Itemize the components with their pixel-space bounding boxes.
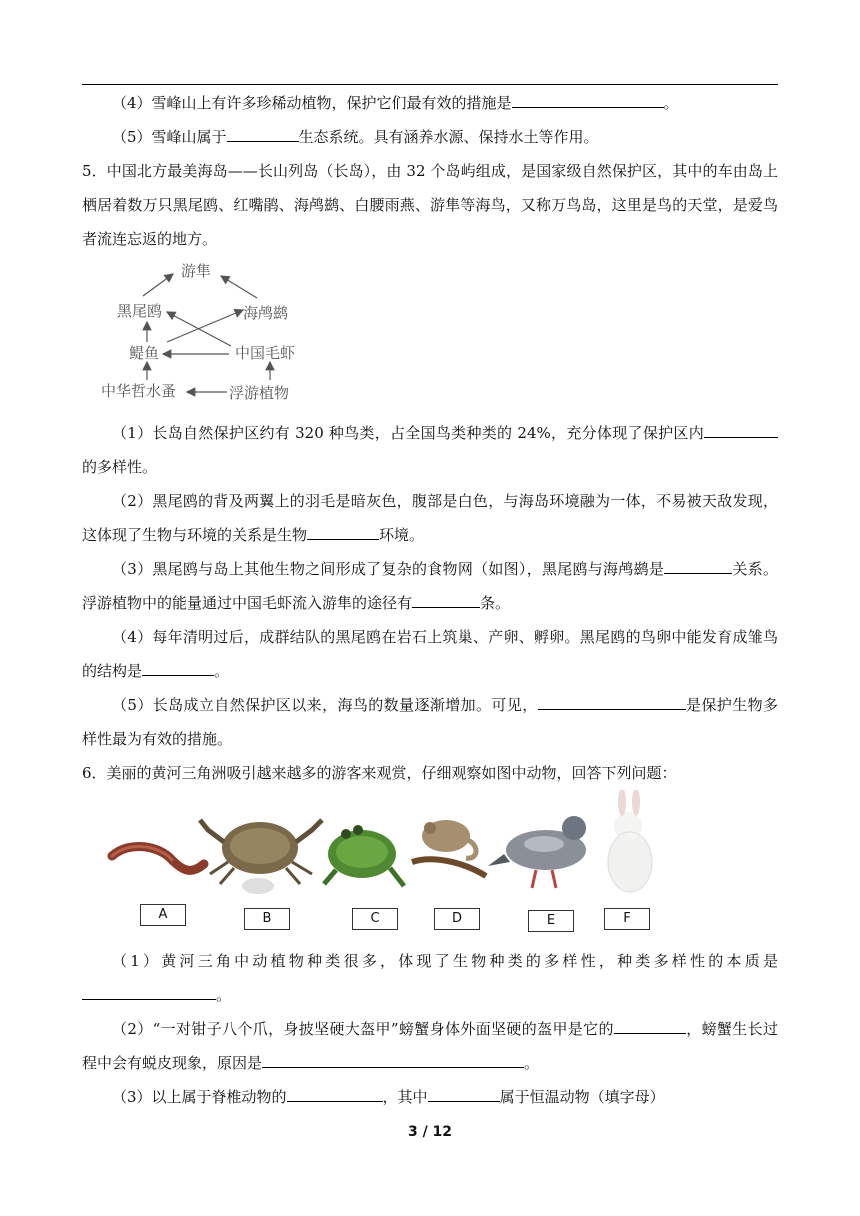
label-c: C (352, 908, 398, 930)
node-zheshuizao: 中华哲水蚤 (101, 382, 177, 400)
q5-sub-2: （2）黑尾鸥的背及两翼上的羽毛是暗灰色，腹部是白色，与海岛环境融为一体，不易被天敌发现，这体现了生物与环境的关系是生物 环境。 (82, 492, 778, 544)
q6-sub-1: （1）黄河三角中动植物种类很多，体现了生物种类的多样性，种类多样性的本质是。 (82, 944, 778, 1012)
node-fuyou: 浮游植物 (229, 384, 290, 402)
q5-sub-5: （5）长岛成立自然保护区以来，海鸟的数量逐渐增加。可见， 是保护生物多样性最为有效的措施。 (82, 696, 778, 748)
q6-intro: 6．美丽的黄河三角洲吸引越来越多的游客来观赏，仔细观察如图中动物，回答下列问题： (82, 764, 677, 782)
label-a: A (140, 904, 186, 926)
pigeon-image (488, 816, 586, 888)
food-web-arrows (143, 274, 270, 392)
label-d: D (434, 908, 480, 930)
crab-image (200, 820, 322, 894)
q4-item-4: （4）雪峰山上有许多珍稀动植物，保护它们最有效的措施是 。 (112, 94, 679, 112)
chameleon-image (412, 820, 486, 876)
node-maoxia: 中国毛虾 (235, 344, 296, 362)
rabbit-image (608, 790, 652, 892)
q4-item-5: （5）雪峰山属于 生态系统。具有涵养水源、保持水土等作用。 (112, 128, 599, 146)
q6-sub-2: （2）“一对钳子八个爪，身披坚硬大盔甲”螃蟹身体外面坚硬的盔甲是它的 ，螃蟹生长过程中会有蜕皮现象，原因是 。 (82, 1020, 778, 1072)
node-youzhun: 游隼 (181, 262, 212, 280)
page-number: 3 / 12 (407, 1124, 453, 1140)
q6-sub-3: （3）以上属于脊椎动物的 ，其中 属于恒温动物（填字母） (112, 1088, 665, 1106)
earthworm-image (112, 846, 204, 870)
frog-image (324, 825, 404, 886)
node-hailuci: 海鸬鹚 (243, 304, 289, 322)
q5-sub-3: （3）黑尾鸥与岛上其他生物之间形成了复杂的食物网（如图），黑尾鸥与海鸬鹚是 关系。浮游植物中的能量通过中国毛虾流入游隼的途径有 条。 (82, 560, 778, 612)
q5-sub-4: （4）每年清明过后，成群结队的黑尾鸥在岩石上筑巢、产卵、孵卵。黑尾鸥的鸟卵中能发育成雏鸟的结构是 。 (82, 628, 778, 680)
animal-illustrations (100, 790, 670, 900)
q5-sub-1: （1）长岛自然保护区约有 320 种鸟类，占全国鸟类种类的 24%，充分体现了保护区内的多样性。 (82, 416, 778, 484)
label-f: F (604, 908, 650, 930)
header-rule (82, 84, 778, 85)
node-heiweiou: 黑尾鸥 (117, 302, 163, 320)
food-web-diagram (95, 258, 325, 408)
label-e: E (528, 910, 574, 932)
q5-intro: 5．中国北方最美海岛——长山列岛（长岛），由 32 个岛屿组成，是国家级自然保护区，其中的车由岛上栖居着数万只黑尾鸥、红嘴鹃、海鸬鹚、白腰雨燕、游隼等海鸟，又称万鸟岛，这里是鸟的天堂，是爱鸟者流连忘返的地方。 (82, 162, 778, 248)
animal-images (100, 790, 670, 940)
label-b: B (244, 908, 290, 930)
node-tiyu: 鳀鱼 (129, 344, 160, 362)
